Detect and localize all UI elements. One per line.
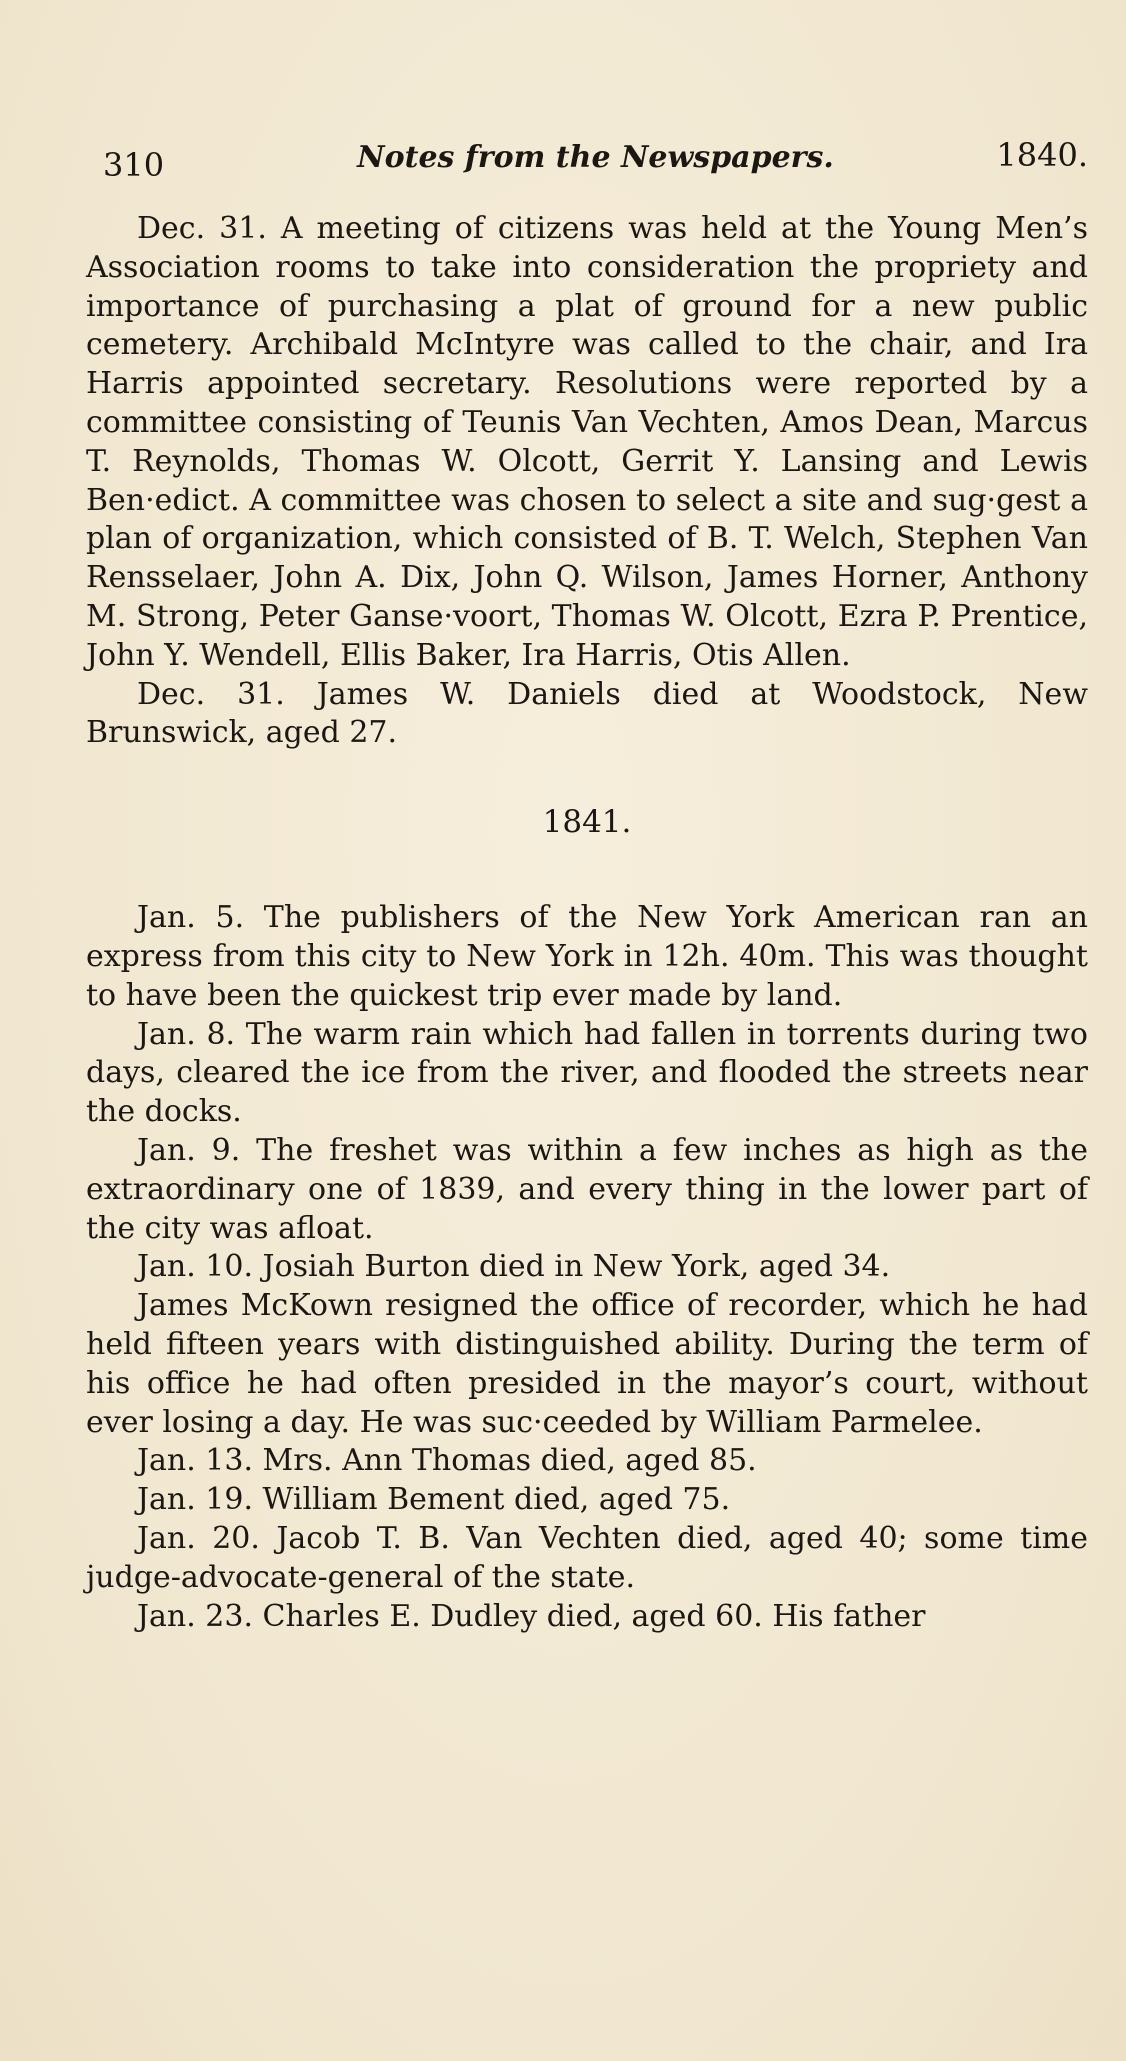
page-body	[86, 210, 1088, 1636]
entry-paragraph: Jan. 19. William Bement died, aged 75.	[137, 1482, 731, 1518]
entry-paragraph: Jan. 13. Mrs. Ann Thomas died, aged 85.	[137, 1443, 757, 1479]
entry-paragraph: Jan. 9. The freshet was within a few inches as high as the extraordinary one of 1839, and every thing in the lower part of the city was afloat.	[86, 1132, 1088, 1246]
entry-paragraph: Jan. 10. Josiah Burton died in New York, aged 34.	[137, 1249, 891, 1285]
entry-paragraph: Jan. 23. Charles E. Dudley died, aged 60. His father	[137, 1598, 926, 1634]
entry-paragraph: Jan. 5. The publishers of the New York American ran an express from this city to New York in 12h. 40m. This was thought to have been the quickest trip ever made by land.	[86, 900, 1088, 1013]
header-year: 1840.	[996, 136, 1088, 174]
page-header	[103, 136, 1088, 186]
entry-paragraph: Jan. 20. Jacob T. B. Van Vechten died, aged 40; some time judge-advocate-general of the state.	[86, 1520, 1088, 1595]
entry-paragraph: Dec. 31. A meeting of citizens was held at the Young Men’s Association rooms to take into consideration the propriety and importance of purchasing a plat of ground for a new public cemetery. Archibald McIntyre was called to the chair, and Ira Harris appointed secretary. Resolutions were reported by a committee consisting of Teunis Van Vechten, Amos Dean, Marcus T. Reynolds, Thomas W. Olcott, Gerrit Y. Lansing and Lewis Ben·edict. A committee was chosen to select a site and sug·gest a plan of organization, which consisted of B. T. Welch, Stephen Van Rensselaer, John A. Dix, John Q. Wilson, James Horner, Anthony M. Strong, Peter Ganse·voort, Thomas W. Olcott, Ezra P. Prentice, John Y. Wendell, Ellis Baker, Ira Harris, Otis Allen.	[86, 211, 1088, 673]
entry-paragraph: James McKown resigned the office of recorder, which he had held fifteen years with distinguished ability. During the term of his office he had often presided in the mayor’s court, without ever losing a day. He was suc·ceeded by William Parmelee.	[86, 1288, 1088, 1440]
section-year-heading: 1841.	[542, 804, 632, 841]
entry-paragraph: Jan. 8. The warm rain which had fallen in torrents during two days, cleared the ice from the river, and flooded the streets near the docks.	[86, 1016, 1088, 1130]
entry-paragraph: Dec. 31. James W. Daniels died at Woodstock, New Brunswick, aged 27.	[86, 676, 1088, 751]
running-title: Notes from the Newspapers.	[357, 140, 834, 175]
page-number: 310	[103, 146, 165, 184]
